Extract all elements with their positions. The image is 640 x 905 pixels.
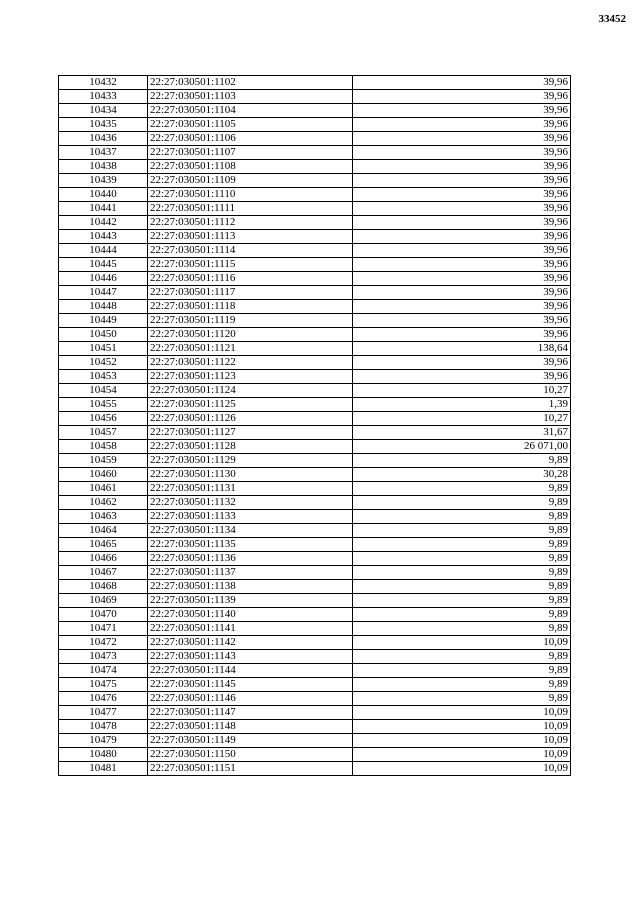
table-row	[59, 426, 571, 440]
area-value-cell: 39,96	[353, 202, 571, 216]
row-number-cell: 10440	[59, 188, 148, 202]
table-row	[59, 314, 571, 328]
row-number-cell: 10464	[59, 524, 148, 538]
table-row	[59, 440, 571, 454]
row-number-cell: 10477	[59, 706, 148, 720]
table-row	[59, 524, 571, 538]
table-row	[59, 118, 571, 132]
row-number-cell: 10468	[59, 580, 148, 594]
table-row	[59, 188, 571, 202]
row-number-cell: 10447	[59, 286, 148, 300]
cadastral-number-cell: 22:27:030501:1150	[148, 748, 353, 762]
table-row	[59, 538, 571, 552]
table-row	[59, 468, 571, 482]
area-value-cell: 1,39	[353, 398, 571, 412]
table-row	[59, 496, 571, 510]
area-value-cell: 9,89	[353, 454, 571, 468]
table-row	[59, 664, 571, 678]
cadastral-number-cell: 22:27:030501:1141	[148, 622, 353, 636]
cadastral-number-cell: 22:27:030501:1132	[148, 496, 353, 510]
row-number-cell: 10475	[59, 678, 148, 692]
cadastral-number-cell: 22:27:030501:1122	[148, 356, 353, 370]
cadastral-registry-table	[58, 75, 571, 776]
table-row	[59, 272, 571, 286]
cadastral-number-cell: 22:27:030501:1147	[148, 706, 353, 720]
table-row	[59, 748, 571, 762]
area-value-cell: 39,96	[353, 356, 571, 370]
row-number-cell: 10459	[59, 454, 148, 468]
cadastral-number-cell: 22:27:030501:1144	[148, 664, 353, 678]
area-value-cell: 39,96	[353, 118, 571, 132]
row-number-cell: 10469	[59, 594, 148, 608]
cadastral-number-cell: 22:27:030501:1104	[148, 104, 353, 118]
area-value-cell: 9,89	[353, 594, 571, 608]
area-value-cell: 10,27	[353, 384, 571, 398]
row-number-cell: 10462	[59, 496, 148, 510]
cadastral-number-cell: 22:27:030501:1149	[148, 734, 353, 748]
area-value-cell: 9,89	[353, 566, 571, 580]
row-number-cell: 10472	[59, 636, 148, 650]
area-value-cell: 39,96	[353, 132, 571, 146]
area-value-cell: 9,89	[353, 650, 571, 664]
cadastral-number-cell: 22:27:030501:1121	[148, 342, 353, 356]
cadastral-number-cell: 22:27:030501:1111	[148, 202, 353, 216]
cadastral-number-cell: 22:27:030501:1142	[148, 636, 353, 650]
row-number-cell: 10478	[59, 720, 148, 734]
table-row	[59, 132, 571, 146]
row-number-cell: 10465	[59, 538, 148, 552]
area-value-cell: 138,64	[353, 342, 571, 356]
area-value-cell: 39,96	[353, 188, 571, 202]
table-row	[59, 706, 571, 720]
row-number-cell: 10457	[59, 426, 148, 440]
area-value-cell: 39,96	[353, 146, 571, 160]
cadastral-number-cell: 22:27:030501:1102	[148, 76, 353, 90]
cadastral-number-cell: 22:27:030501:1106	[148, 132, 353, 146]
area-value-cell: 9,89	[353, 678, 571, 692]
area-value-cell: 9,89	[353, 692, 571, 706]
row-number-cell: 10438	[59, 160, 148, 174]
table-row	[59, 762, 571, 776]
cadastral-number-cell: 22:27:030501:1116	[148, 272, 353, 286]
area-value-cell: 9,89	[353, 552, 571, 566]
row-number-cell: 10448	[59, 300, 148, 314]
area-value-cell: 9,89	[353, 608, 571, 622]
area-value-cell: 26 071,00	[353, 440, 571, 454]
area-value-cell: 39,96	[353, 272, 571, 286]
cadastral-number-cell: 22:27:030501:1118	[148, 300, 353, 314]
row-number-cell: 10439	[59, 174, 148, 188]
table-row	[59, 216, 571, 230]
area-value-cell: 10,09	[353, 734, 571, 748]
row-number-cell: 10449	[59, 314, 148, 328]
cadastral-number-cell: 22:27:030501:1119	[148, 314, 353, 328]
cadastral-number-cell: 22:27:030501:1134	[148, 524, 353, 538]
cadastral-number-cell: 22:27:030501:1137	[148, 566, 353, 580]
table-row	[59, 692, 571, 706]
cadastral-number-cell: 22:27:030501:1109	[148, 174, 353, 188]
cadastral-number-cell: 22:27:030501:1103	[148, 90, 353, 104]
area-value-cell: 9,89	[353, 580, 571, 594]
row-number-cell: 10480	[59, 748, 148, 762]
cadastral-number-cell: 22:27:030501:1124	[148, 384, 353, 398]
row-number-cell: 10435	[59, 118, 148, 132]
cadastral-number-cell: 22:27:030501:1133	[148, 510, 353, 524]
row-number-cell: 10450	[59, 328, 148, 342]
row-number-cell: 10476	[59, 692, 148, 706]
cadastral-number-cell: 22:27:030501:1112	[148, 216, 353, 230]
row-number-cell: 10461	[59, 482, 148, 496]
area-value-cell: 9,89	[353, 510, 571, 524]
table-row	[59, 76, 571, 90]
row-number-cell: 10437	[59, 146, 148, 160]
table-row	[59, 734, 571, 748]
area-value-cell: 10,09	[353, 762, 571, 776]
area-value-cell: 39,96	[353, 300, 571, 314]
table-row	[59, 258, 571, 272]
row-number-cell: 10463	[59, 510, 148, 524]
area-value-cell: 10,09	[353, 720, 571, 734]
cadastral-number-cell: 22:27:030501:1131	[148, 482, 353, 496]
area-value-cell: 39,96	[353, 286, 571, 300]
row-number-cell: 10474	[59, 664, 148, 678]
area-value-cell: 39,96	[353, 230, 571, 244]
table-row	[59, 174, 571, 188]
area-value-cell: 39,96	[353, 328, 571, 342]
row-number-cell: 10452	[59, 356, 148, 370]
cadastral-number-cell: 22:27:030501:1130	[148, 468, 353, 482]
table-row	[59, 566, 571, 580]
area-value-cell: 10,09	[353, 706, 571, 720]
table-row	[59, 510, 571, 524]
row-number-cell: 10456	[59, 412, 148, 426]
row-number-cell: 10481	[59, 762, 148, 776]
table-row	[59, 580, 571, 594]
cadastral-number-cell: 22:27:030501:1138	[148, 580, 353, 594]
table-row	[59, 202, 571, 216]
row-number-cell: 10436	[59, 132, 148, 146]
cadastral-number-cell: 22:27:030501:1114	[148, 244, 353, 258]
area-value-cell: 9,89	[353, 622, 571, 636]
row-number-cell: 10458	[59, 440, 148, 454]
area-value-cell: 10,09	[353, 636, 571, 650]
area-value-cell: 39,96	[353, 258, 571, 272]
cadastral-number-cell: 22:27:030501:1120	[148, 328, 353, 342]
area-value-cell: 10,09	[353, 748, 571, 762]
cadastral-number-cell: 22:27:030501:1115	[148, 258, 353, 272]
area-value-cell: 9,89	[353, 538, 571, 552]
table-row	[59, 398, 571, 412]
table-row	[59, 90, 571, 104]
table-row	[59, 342, 571, 356]
row-number-cell: 10446	[59, 272, 148, 286]
row-number-cell: 10442	[59, 216, 148, 230]
area-value-cell: 39,96	[353, 76, 571, 90]
row-number-cell: 10441	[59, 202, 148, 216]
area-value-cell: 9,89	[353, 482, 571, 496]
cadastral-number-cell: 22:27:030501:1125	[148, 398, 353, 412]
table-row	[59, 104, 571, 118]
cadastral-number-cell: 22:27:030501:1135	[148, 538, 353, 552]
table-row	[59, 300, 571, 314]
table-row	[59, 230, 571, 244]
table-row	[59, 146, 571, 160]
table-row	[59, 328, 571, 342]
cadastral-number-cell: 22:27:030501:1129	[148, 454, 353, 468]
cadastral-number-cell: 22:27:030501:1108	[148, 160, 353, 174]
area-value-cell: 39,96	[353, 314, 571, 328]
row-number-cell: 10451	[59, 342, 148, 356]
area-value-cell: 39,96	[353, 216, 571, 230]
cadastral-number-cell: 22:27:030501:1105	[148, 118, 353, 132]
cadastral-number-cell: 22:27:030501:1113	[148, 230, 353, 244]
row-number-cell: 10434	[59, 104, 148, 118]
row-number-cell: 10466	[59, 552, 148, 566]
row-number-cell: 10460	[59, 468, 148, 482]
table-row	[59, 552, 571, 566]
cadastral-number-cell: 22:27:030501:1126	[148, 412, 353, 426]
table-row	[59, 608, 571, 622]
table-row	[59, 160, 571, 174]
table-row	[59, 384, 571, 398]
table-row	[59, 636, 571, 650]
area-value-cell: 9,89	[353, 524, 571, 538]
row-number-cell: 10444	[59, 244, 148, 258]
cadastral-number-cell: 22:27:030501:1148	[148, 720, 353, 734]
page-number: 33452	[598, 13, 626, 25]
cadastral-number-cell: 22:27:030501:1123	[148, 370, 353, 384]
table-row	[59, 594, 571, 608]
cadastral-number-cell: 22:27:030501:1146	[148, 692, 353, 706]
table-row	[59, 412, 571, 426]
cadastral-number-cell: 22:27:030501:1151	[148, 762, 353, 776]
table-row	[59, 650, 571, 664]
cadastral-number-cell: 22:27:030501:1139	[148, 594, 353, 608]
row-number-cell: 10433	[59, 90, 148, 104]
area-value-cell: 39,96	[353, 174, 571, 188]
area-value-cell: 9,89	[353, 496, 571, 510]
table-row	[59, 370, 571, 384]
cadastral-number-cell: 22:27:030501:1117	[148, 286, 353, 300]
table-row	[59, 622, 571, 636]
cadastral-number-cell: 22:27:030501:1128	[148, 440, 353, 454]
row-number-cell: 10443	[59, 230, 148, 244]
area-value-cell: 39,96	[353, 244, 571, 258]
cadastral-number-cell: 22:27:030501:1145	[148, 678, 353, 692]
area-value-cell: 9,89	[353, 664, 571, 678]
area-value-cell: 10,27	[353, 412, 571, 426]
row-number-cell: 10454	[59, 384, 148, 398]
area-value-cell: 39,96	[353, 370, 571, 384]
cadastral-number-cell: 22:27:030501:1110	[148, 188, 353, 202]
area-value-cell: 31,67	[353, 426, 571, 440]
area-value-cell: 30,28	[353, 468, 571, 482]
row-number-cell: 10432	[59, 76, 148, 90]
area-value-cell: 39,96	[353, 90, 571, 104]
area-value-cell: 39,96	[353, 160, 571, 174]
table-row	[59, 356, 571, 370]
row-number-cell: 10453	[59, 370, 148, 384]
table-body	[59, 76, 571, 776]
table-row	[59, 720, 571, 734]
row-number-cell: 10445	[59, 258, 148, 272]
row-number-cell: 10471	[59, 622, 148, 636]
row-number-cell: 10455	[59, 398, 148, 412]
table-row	[59, 482, 571, 496]
row-number-cell: 10479	[59, 734, 148, 748]
row-number-cell: 10470	[59, 608, 148, 622]
row-number-cell: 10473	[59, 650, 148, 664]
table-row	[59, 678, 571, 692]
cadastral-number-cell: 22:27:030501:1127	[148, 426, 353, 440]
cadastral-number-cell: 22:27:030501:1140	[148, 608, 353, 622]
table-row	[59, 244, 571, 258]
row-number-cell: 10467	[59, 566, 148, 580]
area-value-cell: 39,96	[353, 104, 571, 118]
table-row	[59, 286, 571, 300]
cadastral-number-cell: 22:27:030501:1136	[148, 552, 353, 566]
table-row	[59, 454, 571, 468]
cadastral-number-cell: 22:27:030501:1143	[148, 650, 353, 664]
cadastral-number-cell: 22:27:030501:1107	[148, 146, 353, 160]
